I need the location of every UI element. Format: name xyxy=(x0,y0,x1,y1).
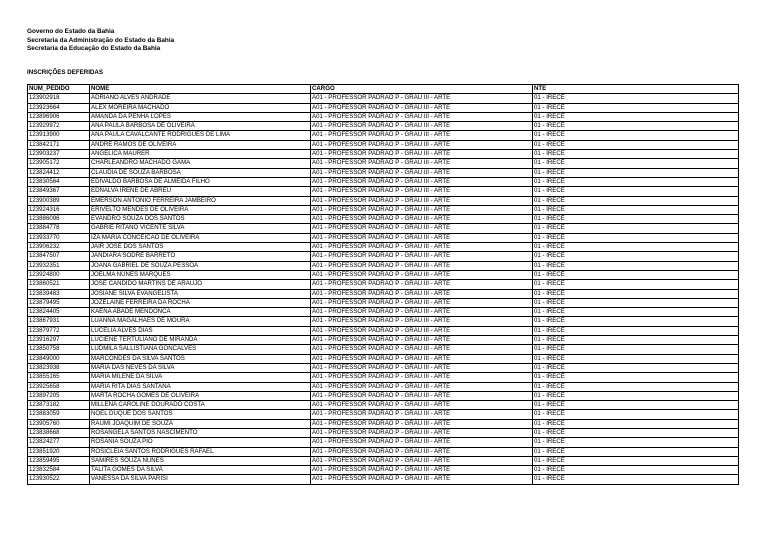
column-header-nome: NOME xyxy=(90,85,311,94)
cell-nome: JOSE CANDIDO MARTINS DE ARAUJO xyxy=(90,280,311,289)
cell-nte: 01 - IRECÊ xyxy=(533,317,739,326)
table-row xyxy=(28,270,739,279)
table-row xyxy=(28,243,739,252)
table-row xyxy=(28,103,739,112)
cell-nte: 01 - IRECÊ xyxy=(533,363,739,372)
cell-num-pedido: 123851920 xyxy=(28,447,90,456)
cell-nome: JOELMA NUNES MARQUES xyxy=(90,270,311,279)
cell-num-pedido: 123838668 xyxy=(28,428,90,437)
cell-num-pedido: 123873182 xyxy=(28,401,90,410)
cell-nome: CHARLEANDRO MACHADO GAMA xyxy=(90,159,311,168)
cell-num-pedido: 123832584 xyxy=(28,466,90,475)
table-row xyxy=(28,205,739,214)
table-row xyxy=(28,298,739,307)
cell-nte: 01 - IRECÊ xyxy=(533,196,739,205)
table-row xyxy=(28,196,739,205)
cell-cargo: A01 - PROFESSOR PADRÃO P - GRAU III - ARTE xyxy=(311,391,533,400)
cell-nte: 01 - IRECÊ xyxy=(533,336,739,345)
cell-nte: 01 - IRECÊ xyxy=(533,308,739,317)
cell-num-pedido: 123905760 xyxy=(28,419,90,428)
table-row xyxy=(28,428,739,437)
cell-cargo: A01 - PROFESSOR PADRÃO P - GRAU III - ARTE xyxy=(311,410,533,419)
cell-nte: 01 - IRECÊ xyxy=(533,122,739,131)
cell-nte: 01 - IRECÊ xyxy=(533,233,739,242)
cell-nome: TALITA GOMES DA SILVA xyxy=(90,466,311,475)
table-row xyxy=(28,122,739,131)
cell-nome: JOANA GABRIEL DE SOUZA PESSOA xyxy=(90,261,311,270)
table-row xyxy=(28,391,739,400)
cell-num-pedido: 123924316 xyxy=(28,205,90,214)
cell-num-pedido: 123897205 xyxy=(28,391,90,400)
table-row xyxy=(28,438,739,447)
cell-cargo: A01 - PROFESSOR PADRÃO P - GRAU III - ARTE xyxy=(311,140,533,149)
table-row xyxy=(28,131,739,140)
cell-nome: MARIA RITA DIAS SANTANA xyxy=(90,382,311,391)
cell-nte: 01 - IRECÊ xyxy=(533,373,739,382)
cell-nte: 01 - IRECÊ xyxy=(533,401,739,410)
cell-num-pedido: 123824405 xyxy=(28,308,90,317)
cell-num-pedido: 123849000 xyxy=(28,354,90,363)
table-row xyxy=(28,354,739,363)
cell-nte: 01 - IRECÊ xyxy=(533,447,739,456)
cell-cargo: A01 - PROFESSOR PADRÃO P - GRAU III - ARTE xyxy=(311,112,533,121)
cell-num-pedido: 123849367 xyxy=(28,187,90,196)
cell-nome: ANGELICA MAURER xyxy=(90,150,311,159)
cell-cargo: A01 - PROFESSOR PADRÃO P - GRAU III - ARTE xyxy=(311,196,533,205)
cell-cargo: A01 - PROFESSOR PADRÃO P - GRAU III - ARTE xyxy=(311,298,533,307)
table-row xyxy=(28,289,739,298)
cell-num-pedido: 123905172 xyxy=(28,159,90,168)
cell-nte: 01 - IRECÊ xyxy=(533,252,739,261)
table-body xyxy=(28,94,739,484)
table-row xyxy=(28,187,739,196)
table-row xyxy=(28,140,739,149)
cell-nome: ANA PAULA BARBOSA DE OLIVEIRA xyxy=(90,122,311,131)
cell-num-pedido: 123933770 xyxy=(28,233,90,242)
cell-cargo: A01 - PROFESSOR PADRÃO P - GRAU III - ARTE xyxy=(311,345,533,354)
cell-nome: NOEL DUQUE DOS SANTOS xyxy=(90,410,311,419)
cell-nome: JOSIANE SILVA EVANGELISTA xyxy=(90,289,311,298)
table-row xyxy=(28,177,739,186)
cell-nome: EMERSON ANTONIO FERREIRA JAMBEIRO xyxy=(90,196,311,205)
cell-nome: JAIR JOSE DOS SANTOS xyxy=(90,243,311,252)
cell-nome: CLAUDIA DE SOUZA BARBOSA xyxy=(90,168,311,177)
cell-cargo: A01 - PROFESSOR PADRÃO P - GRAU III - ARTE xyxy=(311,177,533,186)
cell-num-pedido: 123932351 xyxy=(28,261,90,270)
table-row xyxy=(28,280,739,289)
table-row xyxy=(28,150,739,159)
cell-cargo: A01 - PROFESSOR PADRÃO P - GRAU III - ARTE xyxy=(311,168,533,177)
table-row xyxy=(28,326,739,335)
cell-nome: LUDMILA SALLISTIANA GONCALVES xyxy=(90,345,311,354)
table-row xyxy=(28,336,739,345)
cell-num-pedido: 123903237 xyxy=(28,150,90,159)
document-header xyxy=(27,28,174,54)
cell-cargo: A01 - PROFESSOR PADRÃO P - GRAU III - ARTE xyxy=(311,122,533,131)
cell-nte: 01 - IRECÊ xyxy=(533,261,739,270)
table-row xyxy=(28,252,739,261)
header-line-administration: Secretaria da Administração do Estado da Bahia xyxy=(27,36,175,44)
cell-cargo: A01 - PROFESSOR PADRÃO P - GRAU III - ARTE xyxy=(311,131,533,140)
table-row xyxy=(28,373,739,382)
cell-nte: 01 - IRECÊ xyxy=(533,280,739,289)
cell-nte: 01 - IRECÊ xyxy=(533,326,739,335)
column-header-num-pedido: NUM_PEDIDO xyxy=(28,85,90,94)
cell-nome: ROSANIA SOUZA PIO xyxy=(90,438,311,447)
table-row xyxy=(28,363,739,372)
cell-nte: 01 - IRECÊ xyxy=(533,140,739,149)
cell-num-pedido: 123860521 xyxy=(28,280,90,289)
cell-num-pedido: 123830564 xyxy=(28,177,90,186)
cell-cargo: A01 - PROFESSOR PADRÃO P - GRAU III - ARTE xyxy=(311,419,533,428)
cell-nome: MARIA DAS NEVES DA SILVA xyxy=(90,363,311,372)
cell-num-pedido: 123883059 xyxy=(28,410,90,419)
cell-cargo: A01 - PROFESSOR PADRÃO P - GRAU III - ARTE xyxy=(311,233,533,242)
cell-num-pedido: 123902918 xyxy=(28,94,90,103)
cell-nte: 01 - IRECÊ xyxy=(533,131,739,140)
cell-num-pedido: 123850758 xyxy=(28,345,90,354)
cell-num-pedido: 123824277 xyxy=(28,438,90,447)
cell-cargo: A01 - PROFESSOR PADRÃO P - GRAU III - ARTE xyxy=(311,475,533,484)
cell-nome: VANESSA DA SILVA PARISI xyxy=(90,475,311,484)
table-row xyxy=(28,94,739,103)
cell-cargo: A01 - PROFESSOR PADRÃO P - GRAU III - ARTE xyxy=(311,205,533,214)
cell-nte: 01 - IRECÊ xyxy=(533,150,739,159)
table-row xyxy=(28,261,739,270)
table-row xyxy=(28,401,739,410)
cell-num-pedido: 123855165 xyxy=(28,373,90,382)
table-row xyxy=(28,345,739,354)
table-row xyxy=(28,456,739,465)
table-row xyxy=(28,215,739,224)
column-header-cargo: CARGO xyxy=(311,85,533,94)
cell-cargo: A01 - PROFESSOR PADRÃO P - GRAU III - ARTE xyxy=(311,428,533,437)
cell-cargo: A01 - PROFESSOR PADRÃO P - GRAU III - ARTE xyxy=(311,363,533,372)
cell-cargo: A01 - PROFESSOR PADRÃO P - GRAU III - ARTE xyxy=(311,354,533,363)
cell-nte: 01 - IRECÊ xyxy=(533,103,739,112)
cell-cargo: A01 - PROFESSOR PADRÃO P - GRAU III - ARTE xyxy=(311,270,533,279)
cell-nome: SAMIRES SOUZA NUNES xyxy=(90,456,311,465)
cell-nome: RAUMI JOAQUIM DE SOUZA xyxy=(90,419,311,428)
cell-cargo: A01 - PROFESSOR PADRÃO P - GRAU III - ARTE xyxy=(311,438,533,447)
cell-num-pedido: 123896906 xyxy=(28,112,90,121)
cell-nte: 01 - IRECÊ xyxy=(533,187,739,196)
cell-nome: ROSICLEIA SANTOS RODRIGUES RAFAEL xyxy=(90,447,311,456)
cell-num-pedido: 123884778 xyxy=(28,224,90,233)
cell-num-pedido: 123867931 xyxy=(28,317,90,326)
cell-num-pedido: 123930522 xyxy=(28,475,90,484)
table-row xyxy=(28,308,739,317)
cell-cargo: A01 - PROFESSOR PADRÃO P - GRAU III - ARTE xyxy=(311,456,533,465)
cell-nome: LUCIENE TERTULIANO DE MIRANDA xyxy=(90,336,311,345)
cell-num-pedido: 123916297 xyxy=(28,336,90,345)
cell-nte: 01 - IRECÊ xyxy=(533,391,739,400)
cell-num-pedido: 123886096 xyxy=(28,215,90,224)
cell-nte: 01 - IRECÊ xyxy=(533,289,739,298)
cell-nome: MARCONDES DA SILVA SANTOS xyxy=(90,354,311,363)
cell-nome: ALEX MOREIRA MACHADO xyxy=(90,103,311,112)
cell-cargo: A01 - PROFESSOR PADRÃO P - GRAU III - ARTE xyxy=(311,150,533,159)
cell-nte: 01 - IRECÊ xyxy=(533,456,739,465)
cell-nome: ROSANGELA SANTOS NASCIMENTO xyxy=(90,428,311,437)
cell-cargo: A01 - PROFESSOR PADRÃO P - GRAU III - ARTE xyxy=(311,336,533,345)
cell-nte: 01 - IRECÊ xyxy=(533,382,739,391)
cell-nome: JOZELAINE FERREIRA DA ROCHA xyxy=(90,298,311,307)
cell-cargo: A01 - PROFESSOR PADRÃO P - GRAU III - ARTE xyxy=(311,252,533,261)
cell-nome: KAENA ABADE MENDONCA xyxy=(90,308,311,317)
cell-num-pedido: 123824412 xyxy=(28,168,90,177)
cell-cargo: A01 - PROFESSOR PADRÃO P - GRAU III - ARTE xyxy=(311,224,533,233)
table-row xyxy=(28,224,739,233)
cell-cargo: A01 - PROFESSOR PADRÃO P - GRAU III - ARTE xyxy=(311,401,533,410)
cell-nte: 01 - IRECÊ xyxy=(533,94,739,103)
cell-nte: 01 - IRECÊ xyxy=(533,466,739,475)
cell-cargo: A01 - PROFESSOR PADRÃO P - GRAU III - ARTE xyxy=(311,280,533,289)
cell-nome: ERIVELTO MENDES DE OLIVEIRA xyxy=(90,205,311,214)
cell-cargo: A01 - PROFESSOR PADRÃO P - GRAU III - ARTE xyxy=(311,373,533,382)
cell-nome: LUANNA MAGALHAES DE MOURA xyxy=(90,317,311,326)
cell-cargo: A01 - PROFESSOR PADRÃO P - GRAU III - ARTE xyxy=(311,317,533,326)
cell-num-pedido: 123839483 xyxy=(28,289,90,298)
cell-nte: 01 - IRECÊ xyxy=(533,410,739,419)
cell-num-pedido: 123925658 xyxy=(28,382,90,391)
cell-nte: 01 - IRECÊ xyxy=(533,159,739,168)
cell-cargo: A01 - PROFESSOR PADRÃO P - GRAU III - ARTE xyxy=(311,94,533,103)
cell-nome: MARTA ROCHA GOMES DE OLIVEIRA xyxy=(90,391,311,400)
cell-nome: ANDRE RAMOS DE OLIVEIRA xyxy=(90,140,311,149)
table-header-row xyxy=(28,85,739,94)
header-line-education: Secretaria da Educação do Estado da Bahia xyxy=(27,45,161,53)
cell-nte: 01 - IRECÊ xyxy=(533,243,739,252)
cell-nte: 01 - IRECÊ xyxy=(533,224,739,233)
cell-num-pedido: 123900389 xyxy=(28,196,90,205)
table-row xyxy=(28,233,739,242)
cell-cargo: A01 - PROFESSOR PADRÃO P - GRAU III - ARTE xyxy=(311,187,533,196)
cell-cargo: A01 - PROFESSOR PADRÃO P - GRAU III - ARTE xyxy=(311,382,533,391)
section-title: INSCRIÇÕES DEFERIDAS xyxy=(27,69,103,76)
cell-num-pedido: 123879772 xyxy=(28,326,90,335)
cell-nome: GABRIE RITANO VICENTE SILVA xyxy=(90,224,311,233)
cell-cargo: A01 - PROFESSOR PADRÃO P - GRAU III - ARTE xyxy=(311,261,533,270)
cell-num-pedido: 123924800 xyxy=(28,270,90,279)
table-row xyxy=(28,419,739,428)
cell-cargo: A01 - PROFESSOR PADRÃO P - GRAU III - ARTE xyxy=(311,447,533,456)
cell-nome: EVANDRO SOUZA DOS SANTOS xyxy=(90,215,311,224)
header-line-government: Governo do Estado da Bahia xyxy=(27,28,115,35)
cell-cargo: A01 - PROFESSOR PADRÃO P - GRAU III - ARTE xyxy=(311,308,533,317)
cell-num-pedido: 123847507 xyxy=(28,252,90,261)
cell-nome: EDNALVA IRENE DE ABREU xyxy=(90,187,311,196)
table-row xyxy=(28,447,739,456)
cell-cargo: A01 - PROFESSOR PADRÃO P - GRAU III - ARTE xyxy=(311,289,533,298)
cell-nte: 01 - IRECÊ xyxy=(533,205,739,214)
table-row xyxy=(28,317,739,326)
table-row xyxy=(28,475,739,484)
cell-num-pedido: 123906232 xyxy=(28,243,90,252)
cell-cargo: A01 - PROFESSOR PADRÃO P - GRAU III - ARTE xyxy=(311,215,533,224)
cell-nte: 01 - IRECÊ xyxy=(533,475,739,484)
cell-nte: 01 - IRECÊ xyxy=(533,428,739,437)
cell-nte: 01 - IRECÊ xyxy=(533,112,739,121)
cell-nome: ADRIANO ALVES ANDRADE xyxy=(90,94,311,103)
cell-nome: ANA PAULA CAVALCANTE RODRIGUES DE LIMA xyxy=(90,131,311,140)
cell-nome: JANDIARA SODRE BARRETO xyxy=(90,252,311,261)
cell-nte: 01 - IRECÊ xyxy=(533,168,739,177)
table-row xyxy=(28,410,739,419)
table-row xyxy=(28,112,739,121)
registrations-table xyxy=(27,84,739,485)
cell-num-pedido: 123929972 xyxy=(28,122,90,131)
table-row xyxy=(28,466,739,475)
cell-nome: MILLENA CAROLINE DOURADO COSTA xyxy=(90,401,311,410)
cell-nome: IZA MARIA CONCEICAO DE OLIVEIRA xyxy=(90,233,311,242)
cell-cargo: A01 - PROFESSOR PADRÃO P - GRAU III - ARTE xyxy=(311,466,533,475)
cell-num-pedido: 123913900 xyxy=(28,131,90,140)
cell-nte: 01 - IRECÊ xyxy=(533,354,739,363)
table-row xyxy=(28,159,739,168)
cell-nte: 01 - IRECÊ xyxy=(533,438,739,447)
cell-num-pedido: 123859495 xyxy=(28,456,90,465)
cell-num-pedido: 123823938 xyxy=(28,363,90,372)
cell-nte: 01 - IRECÊ xyxy=(533,270,739,279)
cell-nte: 01 - IRECÊ xyxy=(533,215,739,224)
cell-cargo: A01 - PROFESSOR PADRÃO P - GRAU III - ARTE xyxy=(311,243,533,252)
cell-nome: LUCELIA ALVES DIAS xyxy=(90,326,311,335)
cell-num-pedido: 123842171 xyxy=(28,140,90,149)
cell-nte: 01 - IRECÊ xyxy=(533,177,739,186)
cell-cargo: A01 - PROFESSOR PADRÃO P - GRAU III - ARTE xyxy=(311,103,533,112)
table-row xyxy=(28,168,739,177)
table-row xyxy=(28,382,739,391)
cell-nte: 01 - IRECÊ xyxy=(533,419,739,428)
cell-nome: MARIA MILENE DA SILVA xyxy=(90,373,311,382)
cell-nome: AMANDA DA PENHA LOPES xyxy=(90,112,311,121)
column-header-nte: NTE xyxy=(533,85,739,94)
cell-num-pedido: 123923664 xyxy=(28,103,90,112)
cell-nte: 01 - IRECÊ xyxy=(533,345,739,354)
cell-nte: 01 - IRECÊ xyxy=(533,298,739,307)
cell-cargo: A01 - PROFESSOR PADRÃO P - GRAU III - ARTE xyxy=(311,326,533,335)
cell-nome: EDIVALDO BARBOSA DE ALMEIDA FILHO xyxy=(90,177,311,186)
cell-cargo: A01 - PROFESSOR PADRÃO P - GRAU III - ARTE xyxy=(311,159,533,168)
cell-num-pedido: 123879495 xyxy=(28,298,90,307)
